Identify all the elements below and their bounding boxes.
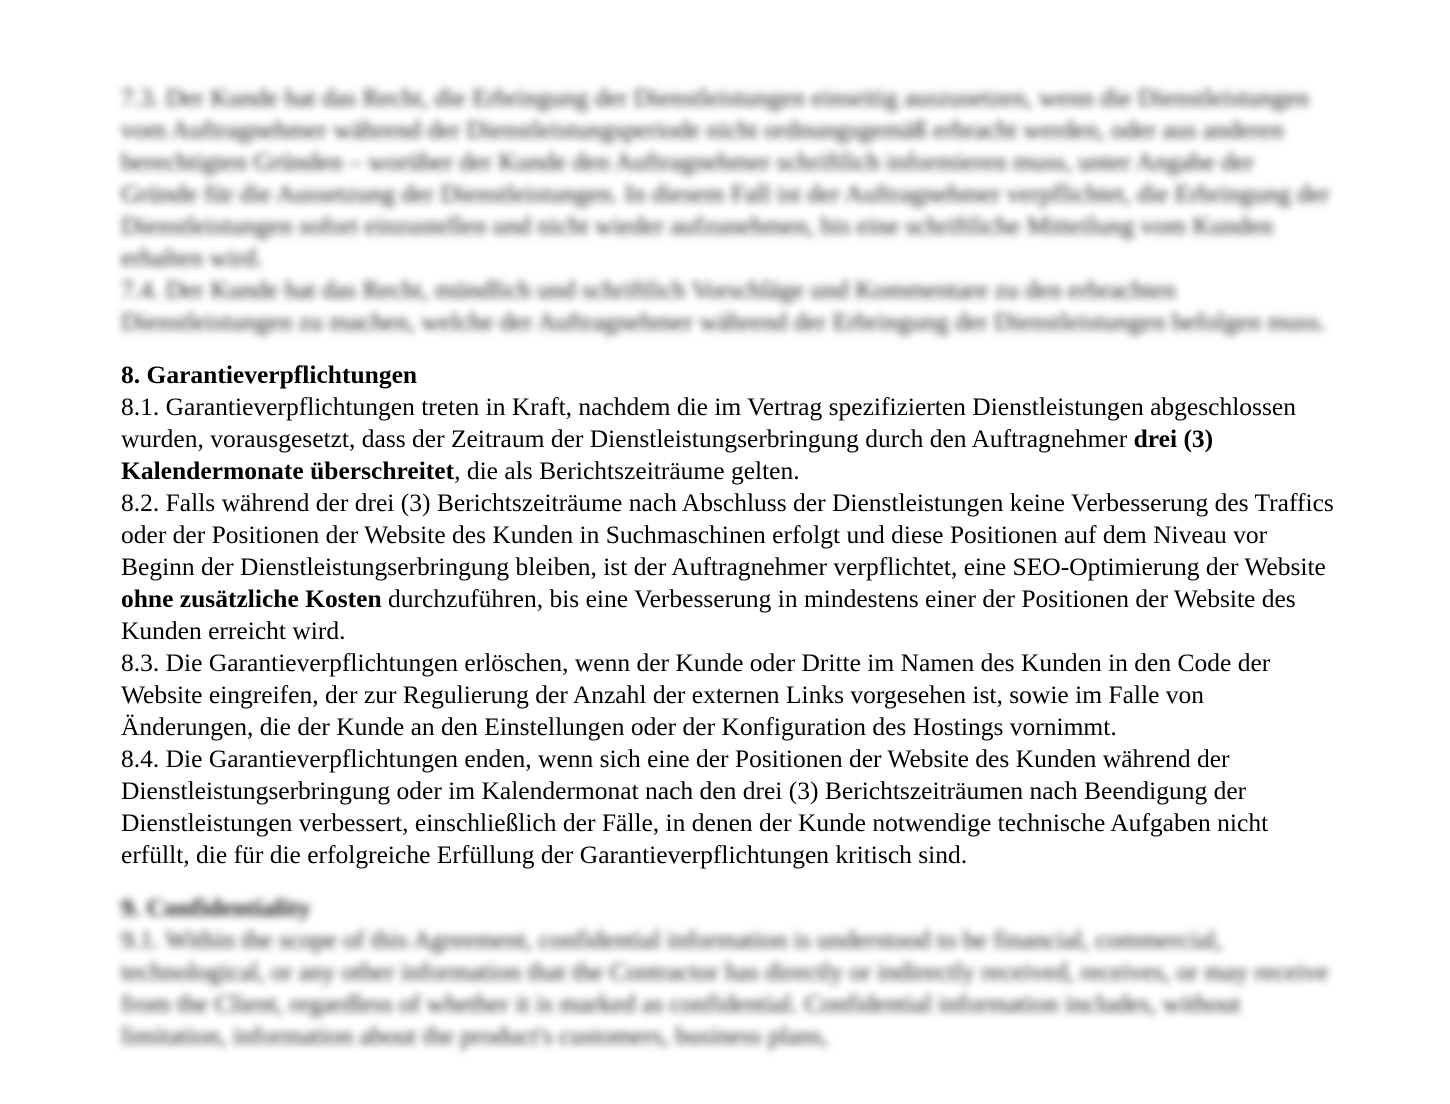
- section-8: [121, 359, 1336, 871]
- paragraph-7-4: 7.4. Der Kunde hat das Recht, mündlich und schriftlich Vorschläge und Kommentare zu den erbrachten Dienstleistungen zu machen, welche der Auftragnehmer während der Erbringung der Dienstleistungen befolgen muss.: [121, 275, 1327, 336]
- section-8-heading: 8. Garantieverpflichtungen: [121, 360, 418, 389]
- paragraph-8-4: 8.4. Die Garantieverpflichtungen enden, wenn sich eine der Positionen der Website des Kunden während der Dienstleistungserbringung oder im Kalendermonat nach den drei (3) Berichtszeiträumen nach Beendigung der Dienstleistungen verbessert, einschließlich der Fälle, in denen der Kunde notwendige technische Aufgaben nicht erfüllt, die für die erfolgreiche Erfüllung der Garantieverpflichtungen kritisch sind.: [121, 744, 1269, 869]
- section-9-heading: 9. Confidentiality: [121, 893, 311, 922]
- section-7-blurred: [121, 82, 1336, 338]
- paragraph-9-1: 9.1. Within the scope of this Agreement, confidential information is understood to be financial, commercial, technological, or any other information that the Contractor has directly or indirectly received, receives, or may receive from the Client, regardless of whether it is marked as confidential. Confidential information includes, without limitation, information about the product's customers, business plans,: [121, 925, 1329, 1050]
- paragraph-8-1: [121, 391, 1336, 487]
- document-page: [121, 82, 1336, 1052]
- paragraph-8-2-bold: ohne zusätzliche Kosten: [121, 584, 382, 613]
- paragraph-8-1-text: 8.1. Garantieverpflichtungen treten in Kraft, nachdem die im Vertrag spezifizierten Dienstleistungen abgeschlossen wurden, vorausgesetzt, dass der Zeitraum der Dienstleistungserbringung durch den Auftragnehmer: [121, 392, 1296, 453]
- section-gap: [121, 871, 1336, 892]
- paragraph-8-1-tail: , die als Berichtszeiträume gelten.: [454, 456, 800, 485]
- section-gap: [121, 338, 1336, 359]
- paragraph-8-2-tail: durchzuführen, bis eine Verbesserung in mindestens einer der Positionen der Website des Kunden erreicht wird.: [121, 584, 1296, 645]
- paragraph-8-1-bold: drei (3) Kalendermonate überschreitet: [121, 424, 1214, 485]
- paragraph-8-2-text: 8.2. Falls während der drei (3) Berichtszeiträume nach Abschluss der Dienstleistungen keine Verbesserung des Traffics oder der Positionen der Website des Kunden in Suchmaschinen erfolgt und diese Positionen auf dem Niveau vor Beginn der Dienstleistungserbringung bleiben, ist der Auftragnehmer verpflichtet, eine SEO-Optimierung der Website: [121, 488, 1334, 581]
- paragraph-8-3: 8.3. Die Garantieverpflichtungen erlöschen, wenn der Kunde oder Dritte im Namen des Kunden in den Code der Website eingreifen, der zur Regulierung der Anzahl der externen Links vorgesehen ist, sowie im Falle von Änderungen, die der Kunde an den Einstellungen oder der Konfiguration des Hostings vornimmt.: [121, 648, 1271, 741]
- section-9-blurred: [121, 892, 1336, 1052]
- paragraph-8-2: [121, 487, 1336, 647]
- paragraph-7-3: 7.3. Der Kunde hat das Recht, die Erbringung der Dienstleistungen einseitig auszusetzen, wenn die Dienstleistungen vom Auftragnehmer während der Dienstleistungsperiode nicht ordnungsgemäß erbracht werden, oder aus anderen berechtigten Gründen – worüber der Kunde den Auftragnehmer schriftlich informieren muss, unter Angabe der Gründe für die Aussetzung der Dienstleistungen. In diesem Fall ist der Auftragnehmer verpflichtet, die Erbringung der Dienstleistungen sofort einzustellen und nicht wieder aufzunehmen, bis eine schriftliche Mitteilung vom Kunden erhalten wird.: [121, 83, 1330, 272]
